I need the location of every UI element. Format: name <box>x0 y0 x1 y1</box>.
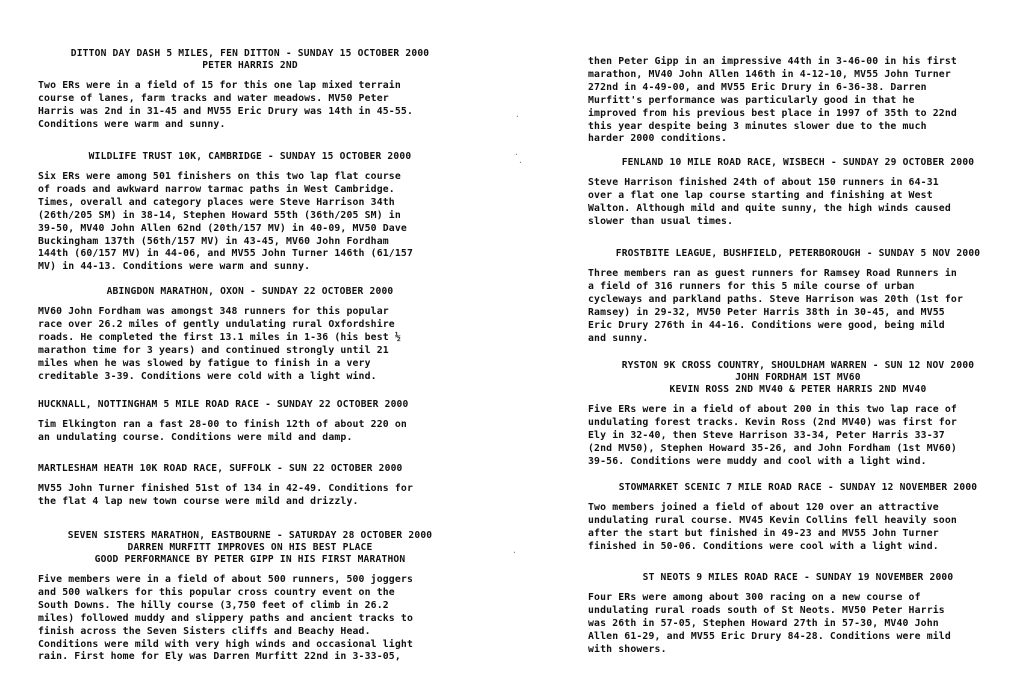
section-body: Two ERs were in a field of 15 for this one lap mixed terrain course of lanes, farm tracks and water meadows. MV50 Peter Harris was 2nd in 31-45 and MV55 Eric Drury was 14th in 45-55. Conditions were warm and sunny. <box>38 80 413 130</box>
section-body: MV55 John Turner finished 51st of 134 in 42-49. Conditions for the flat 4 lap new town course were mild and drizzly. <box>38 483 413 507</box>
section-body: Four ERs were among about 300 racing on a new course of undulating rural roads south of St Neots. MV50 Peter Harris was 26th in 57-05, Stephen Howard 27th in 57-30, MV40 John Allen 61-29, and MV55 Eric Drury 84-28. Conditions were mild with showers. <box>588 592 951 655</box>
section-heading: SEVEN SISTERS MARATHON, EASTBOURNE - SATURDAY 28 OCTOBER 2000 DARREN MURFITT IMPROVES ON HIS BEST PLACE GOOD PERFORMANCE BY PETER GIPP IN HIS FIRST MARATHON <box>67 530 433 565</box>
section-heading: WILDLIFE TRUST 10K, CAMBRIDGE - SUNDAY 15 OCTOBER 2000 <box>88 151 412 162</box>
section-heading: HUCKNALL, NOTTINGHAM 5 MILE ROAD RACE - SUNDAY 22 OCTOBER 2000 <box>38 399 409 410</box>
report-hucknall <box>38 399 462 445</box>
section-heading: RYSTON 9K CROSS COUNTRY, SHOULDHAM WARREN - SUN 12 NOV 2000 JOHN FORDHAM 1ST MV60 KEVIN ROSS 2ND MV40 & PETER HARRIS 2ND MV40 <box>621 360 975 395</box>
section-body: Five ERs were in a field of about 200 in this two lap race of undulating forest tracks. Kevin Ross (2nd MV40) was first for Ely in 32-40, then Steve Harrison 33-34, Peter Harris 33-37 (2nd MV50), Stephen Howard 35-26, and John Fordham (1st MV60) 39-56. Conditions were muddy and cool with a light wind. <box>588 404 957 467</box>
section-body: Three members ran as guest runners for Ramsey Road Runners in a field of 316 runners for this 5 mile course of urban cycleways and parkland paths. Steve Harrison was 20th (1st for Ramsey) in 29-32, MV50 Peter Harris 38th in 30-45, and MV55 Eric Drury 276th in 44-16. Conditions were good, being mild and sunny. <box>588 268 963 344</box>
section-body: MV60 John Fordham was amongst 348 runners for this popular race over 26.2 miles of gently undulating rural Oxfordshire roads. He completed the first 13.1 miles in 1-36 (his best ½ marathon time for 3 years) and continued strongly until 21 miles when he was slowed by fatigue to finish in a very creditable 3-39. Conditions were cold with a light wind. <box>38 306 401 382</box>
scan-speck: · <box>514 150 519 159</box>
scan-speck: · <box>518 158 523 167</box>
report-wildlife-trust-10k <box>38 151 462 274</box>
section-body: then Peter Gipp in an impressive 44th in 3-46-00 in his first marathon, MV40 John Allen 146th in 4-12-10, MV55 John Turner 272nd in 4-49-00, and MV55 Eric Drury in 6-36-38. Darren Murfitt's performance was particularly good in that he improved from his previous best place in 1997 of 35th to 22nd this year despite being 3 minutes slower due to the much harder 2000 conditions. <box>588 56 957 145</box>
report-stowmarket-scenic <box>588 482 1008 554</box>
section-heading: DITTON DAY DASH 5 MILES, FEN DITTON - SUNDAY 15 OCTOBER 2000 PETER HARRIS 2ND <box>70 48 430 71</box>
report-ditton-day-dash <box>38 48 462 132</box>
scan-speck: · <box>512 548 517 557</box>
report-abingdon-marathon <box>38 286 462 383</box>
section-body: Two members joined a field of about 120 over an attractive undulating rural course. MV45 Kevin Collins fell heavily soon after the start but finished in 49-23 and MV55 John Turner finished in 50-06. Conditions were cool with a light wind. <box>588 502 957 552</box>
section-heading: ABINGDON MARATHON, OXON - SUNDAY 22 OCTOBER 2000 <box>106 286 394 297</box>
scan-speck: · <box>515 112 520 121</box>
section-heading: FROSTBITE LEAGUE, BUSHFIELD, PETERBOROUGH - SUNDAY 5 NOV 2000 <box>615 248 981 259</box>
section-body: Tim Elkington ran a fast 28-00 to finish 12th of about 220 on an undulating course. Conditions were mild and damp. <box>38 419 407 443</box>
section-heading: ST NEOTS 9 MILES ROAD RACE - SUNDAY 19 NOVEMBER 2000 <box>642 572 954 583</box>
report-frostbite-league <box>588 248 1008 345</box>
report-st-neots <box>588 572 1008 657</box>
report-fenland-10-mile <box>588 157 1008 229</box>
section-heading: STOWMARKET SCENIC 7 MILE ROAD RACE - SUNDAY 12 NOVEMBER 2000 <box>618 482 978 493</box>
report-seven-sisters-continued <box>588 56 1008 146</box>
report-ryston-9k <box>588 360 1008 469</box>
section-heading: MARTLESHAM HEATH 10K ROAD RACE, SUFFOLK - SUN 22 OCTOBER 2000 <box>38 463 403 474</box>
section-body: Steve Harrison finished 24th of about 150 runners in 64-31 over a flat one lap course starting and finishing at West Walton. Although mild and quite sunny, the high winds caused slower than usual times. <box>588 177 951 227</box>
section-body: Five members were in a field of about 500 runners, 500 joggers and 500 walkers for this popular cross country event on the South Downs. The hilly course (3,750 feet of climb in 26.2 miles) followed muddy and slippery paths and ancient tracks to finish across the Seven Sisters cliffs and Beachy Head. Conditions were mild with very high winds and occasional light rain. First home for Ely was Darren Murfitt 22nd in 3-33-05, <box>38 574 413 663</box>
section-body: Six ERs were among 501 finishers on this two lap flat course of roads and awkward narrow tarmac paths in West Cambridge. Times, overall and category places were Steve Harrison 34th (26th/205 SM) in 38-14, Stephen Howard 55th (36th/205 SM) in 39-50, MV40 John Allen 62nd (20th/157 MV) in 40-09, MV50 Dave Buckingham 137th (56th/157 MV) in 43-45, MV60 John Fordham 144th (60/157 MV) in 44-06, and MV55 John Turner 146th (61/157 MV) in 44-13. Conditions were warm and sunny. <box>38 171 413 273</box>
section-heading: FENLAND 10 MILE ROAD RACE, WISBECH - SUNDAY 29 OCTOBER 2000 <box>621 157 975 168</box>
report-seven-sisters-marathon <box>38 530 462 664</box>
report-martlesham-heath <box>38 463 462 509</box>
